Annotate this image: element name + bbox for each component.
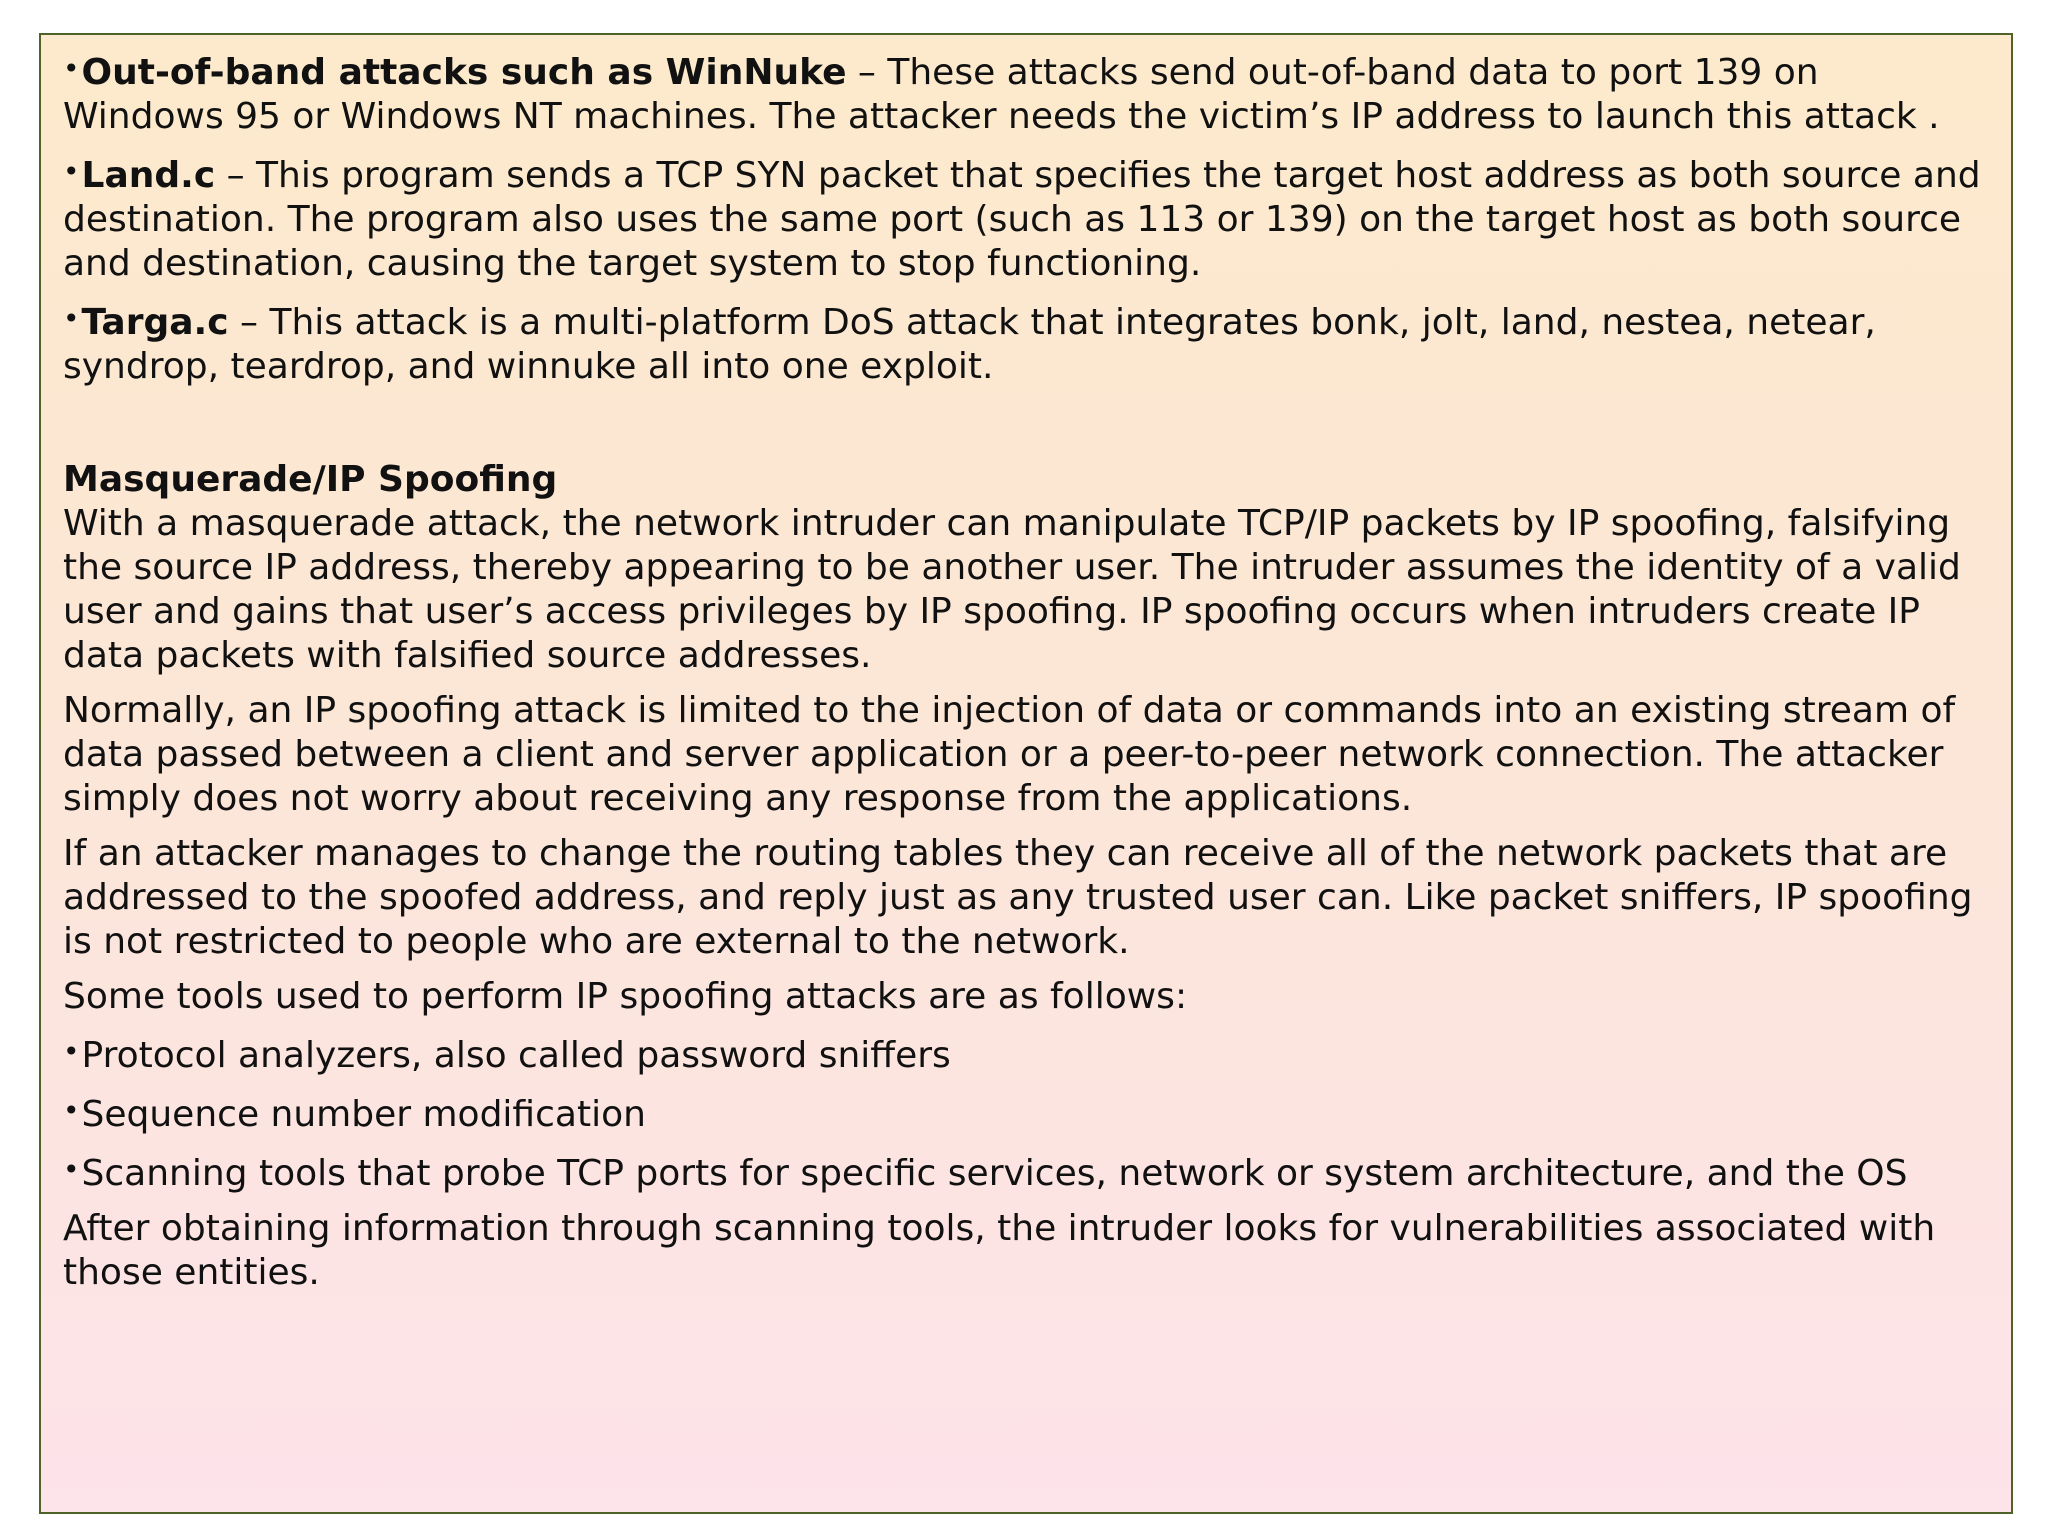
bullet-icon: • (63, 1035, 80, 1068)
tool-item-scanning-tools (63, 1148, 1987, 1196)
paragraph-routing: If an attacker manages to change the routing tables they can receive all of the network packets that are addressed to the spoofed address, and reply just as any trusted user can. Like packet sniffers, IP spoofing is not restricted to people who are external to the network. (63, 833, 1973, 962)
bullet-item-land (63, 150, 1987, 286)
bullet-text: – This program sends a TCP SYN packet that specifies the target host address as both source and destination. The program also uses the same port (such as 113 or 139) on the target host as both source and destination, causing the target system to stop functioning. (63, 155, 1981, 284)
intro-paragraph: With a masquerade attack, the network intruder can manipulate TCP/IP packets by IP spoofing, falsifying the source IP address, thereby appearing to be another user. The intruder assumes the identity of a valid user and gains that user’s access privileges by IP spoofing. IP spoofing occurs when intruders create IP data packets with falsified source addresses. (63, 503, 1961, 676)
bullet-icon: • (63, 302, 80, 335)
paragraph-injection: Normally, an IP spoofing attack is limited to the injection of data or commands into an existing stream of data passed between a client and server application or a peer-to-peer network connection. The attacker simply does not worry about receiving any response from the applications. (63, 690, 1956, 819)
bullet-text: – This attack is a multi-platform DoS attack that integrates bonk, jolt, land, nestea, netear, syndrop, teardrop, and winnuke all into one exploit. (63, 302, 1876, 387)
section-spacer (63, 400, 1987, 458)
bullet-term: Land.c (81, 155, 216, 196)
bullet-icon: • (63, 1094, 80, 1127)
tool-item-sequence-number (63, 1089, 1987, 1137)
tool-item-protocol-analyzers (63, 1030, 1987, 1078)
section-heading: Masquerade/IP Spoofing (63, 459, 558, 500)
content-text-box (39, 33, 2013, 1514)
bullet-icon: • (63, 52, 80, 85)
bullet-term: Out-of-band attacks such as WinNuke (81, 52, 847, 93)
tool-text: Sequence number modification (81, 1094, 646, 1135)
tool-text: Scanning tools that probe TCP ports for specific services, network or system architecture, and the OS (81, 1153, 1908, 1194)
closing-paragraph: After obtaining information through scanning tools, the intruder looks for vulnerabilities associated with those entities. (63, 1208, 1936, 1293)
tool-text: Protocol analyzers, also called password sniffers (81, 1035, 951, 1076)
bullet-text: – These attacks send out-of-band data to port 139 on Windows 95 or Windows NT machines. The attacker needs the victim’s IP address to launch this attack . (63, 52, 1940, 137)
bullet-icon: • (63, 1153, 80, 1186)
bullet-item-winnuke (63, 47, 1987, 139)
bullet-item-targa (63, 297, 1987, 389)
bullet-icon: • (63, 155, 80, 188)
tools-intro: Some tools used to perform IP spoofing attacks are as follows: (63, 976, 1188, 1017)
bullet-term: Targa.c (81, 302, 229, 343)
